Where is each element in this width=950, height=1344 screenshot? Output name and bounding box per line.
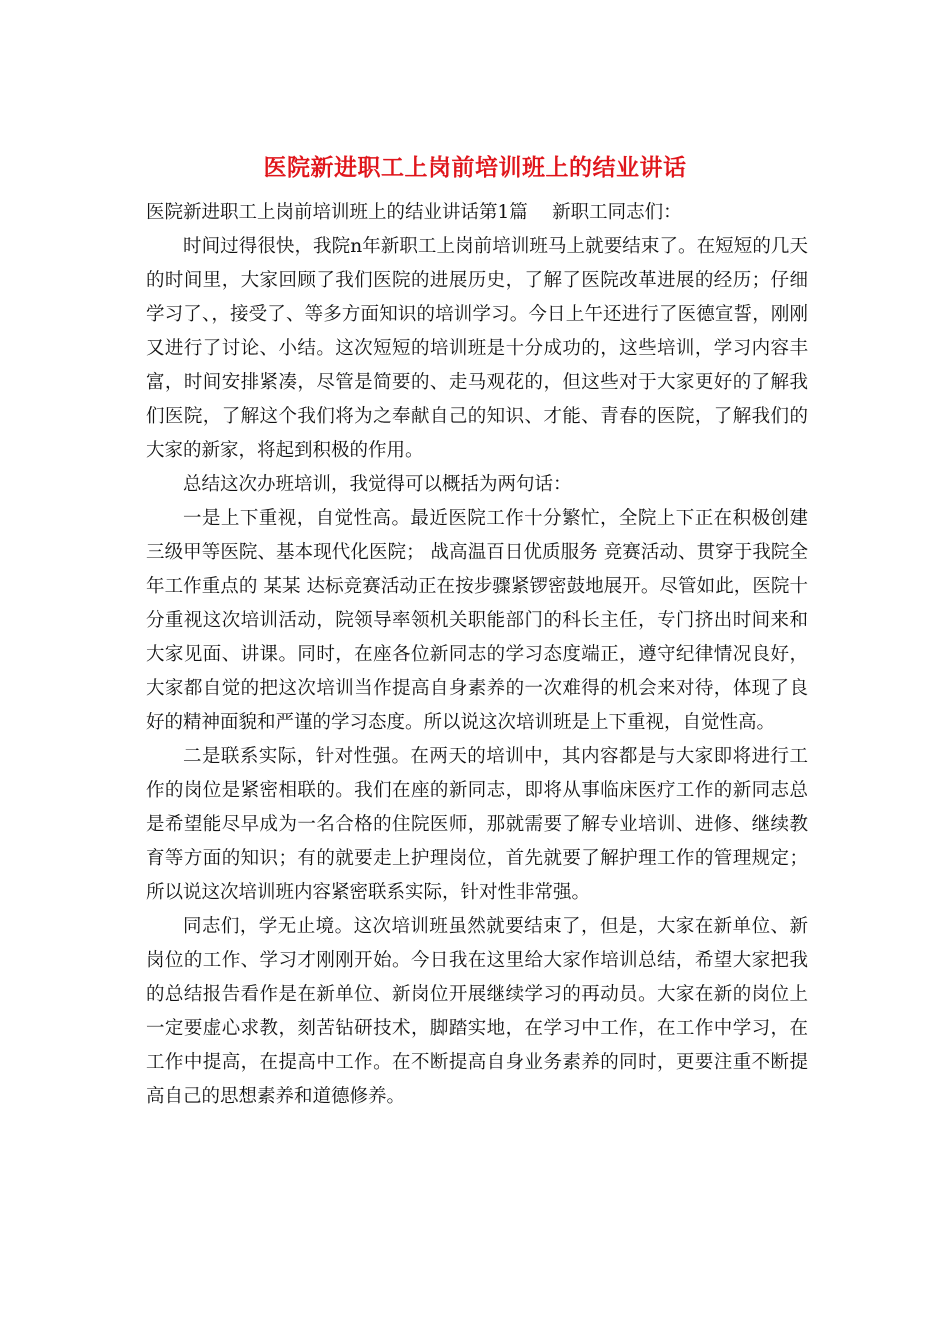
document-body — [146, 196, 808, 1114]
paragraph-heading-line: 医院新进职工上岗前培训班上的结业讲话第1篇 新职工同志们： — [146, 202, 682, 223]
paragraph: 二是联系实际，针对性强。在两天的培训中，其内容都是与大家即将进行工作的岗位是紧密相联的。我们在座的新同志，即将从事临床医疗工作的新同志总是希望能尽早成为一名合格的住院医师，那就需要了解专业培训、进修、继续教育等方面的知识；有的就要走上护理岗位，首先就要了解护理工作的管理规定；所以说这次培训班内容紧密联系实际，针对性非常强。 — [146, 746, 808, 903]
paragraph: 一是上下重视，自觉性高。最近医院工作十分繁忙，全院上下正在积极创建三级甲等医院、基本现代化医院； 战高温百日优质服务 竞赛活动、贯穿于我院全年工作重点的 某某 达标竞赛活动正在按步骤紧锣密鼓地展开。尽管如此，医院十分重视这次培训活动，院领导率领机关职能部门的科长主任，专门挤出时间来和大家见面、讲课。同时，在座各位新同志的学习态度端正，遵守纪律情况良好，大家都自觉的把这次培训当作提高自身素养的一次难得的机会来对待，体现了良好的精神面貌和严谨的学习态度。所以说这次培训班是上下重视，自觉性高。 — [146, 508, 808, 733]
paragraph: 总结这次办班培训，我觉得可以概括为两句话： — [183, 474, 572, 495]
paragraph: 同志们，学无止境。这次培训班虽然就要结束了，但是，大家在新单位、新岗位的工作、学习才刚刚开始。今日我在这里给大家作培训总结，希望大家把我的总结报告看作是在新单位、新岗位开展继续学习的再动员。大家在新的岗位上一定要虚心求教，刻苦钻研技术，脚踏实地，在学习中工作，在工作中学习，在工作中提高，在提高中工作。在不断提高自身业务素养的同时，更要注重不断提高自己的思想素养和道德修养。 — [146, 916, 808, 1107]
document-title: 医院新进职工上岗前培训班上的结业讲话 — [263, 154, 687, 181]
paragraph: 时间过得很快，我院n年新职工上岗前培训班马上就要结束了。在短短的几天的时间里，大家回顾了我们医院的进展历史，了解了医院改革进展的经历；仔细学习了、，接受了、等多方面知识的培训学习。今日上午还进行了医德宣誓，刚刚又进行了讨论、小结。这次短短的培训班是十分成功的，这些培训，学习内容丰富，时间安排紧凑，尽管是简要的、走马观花的，但这些对于大家更好的了解我们医院，了解这个我们将为之奉献自己的知识、才能、青春的医院，了解我们的大家的新家，将起到积极的作用。 — [146, 236, 808, 461]
